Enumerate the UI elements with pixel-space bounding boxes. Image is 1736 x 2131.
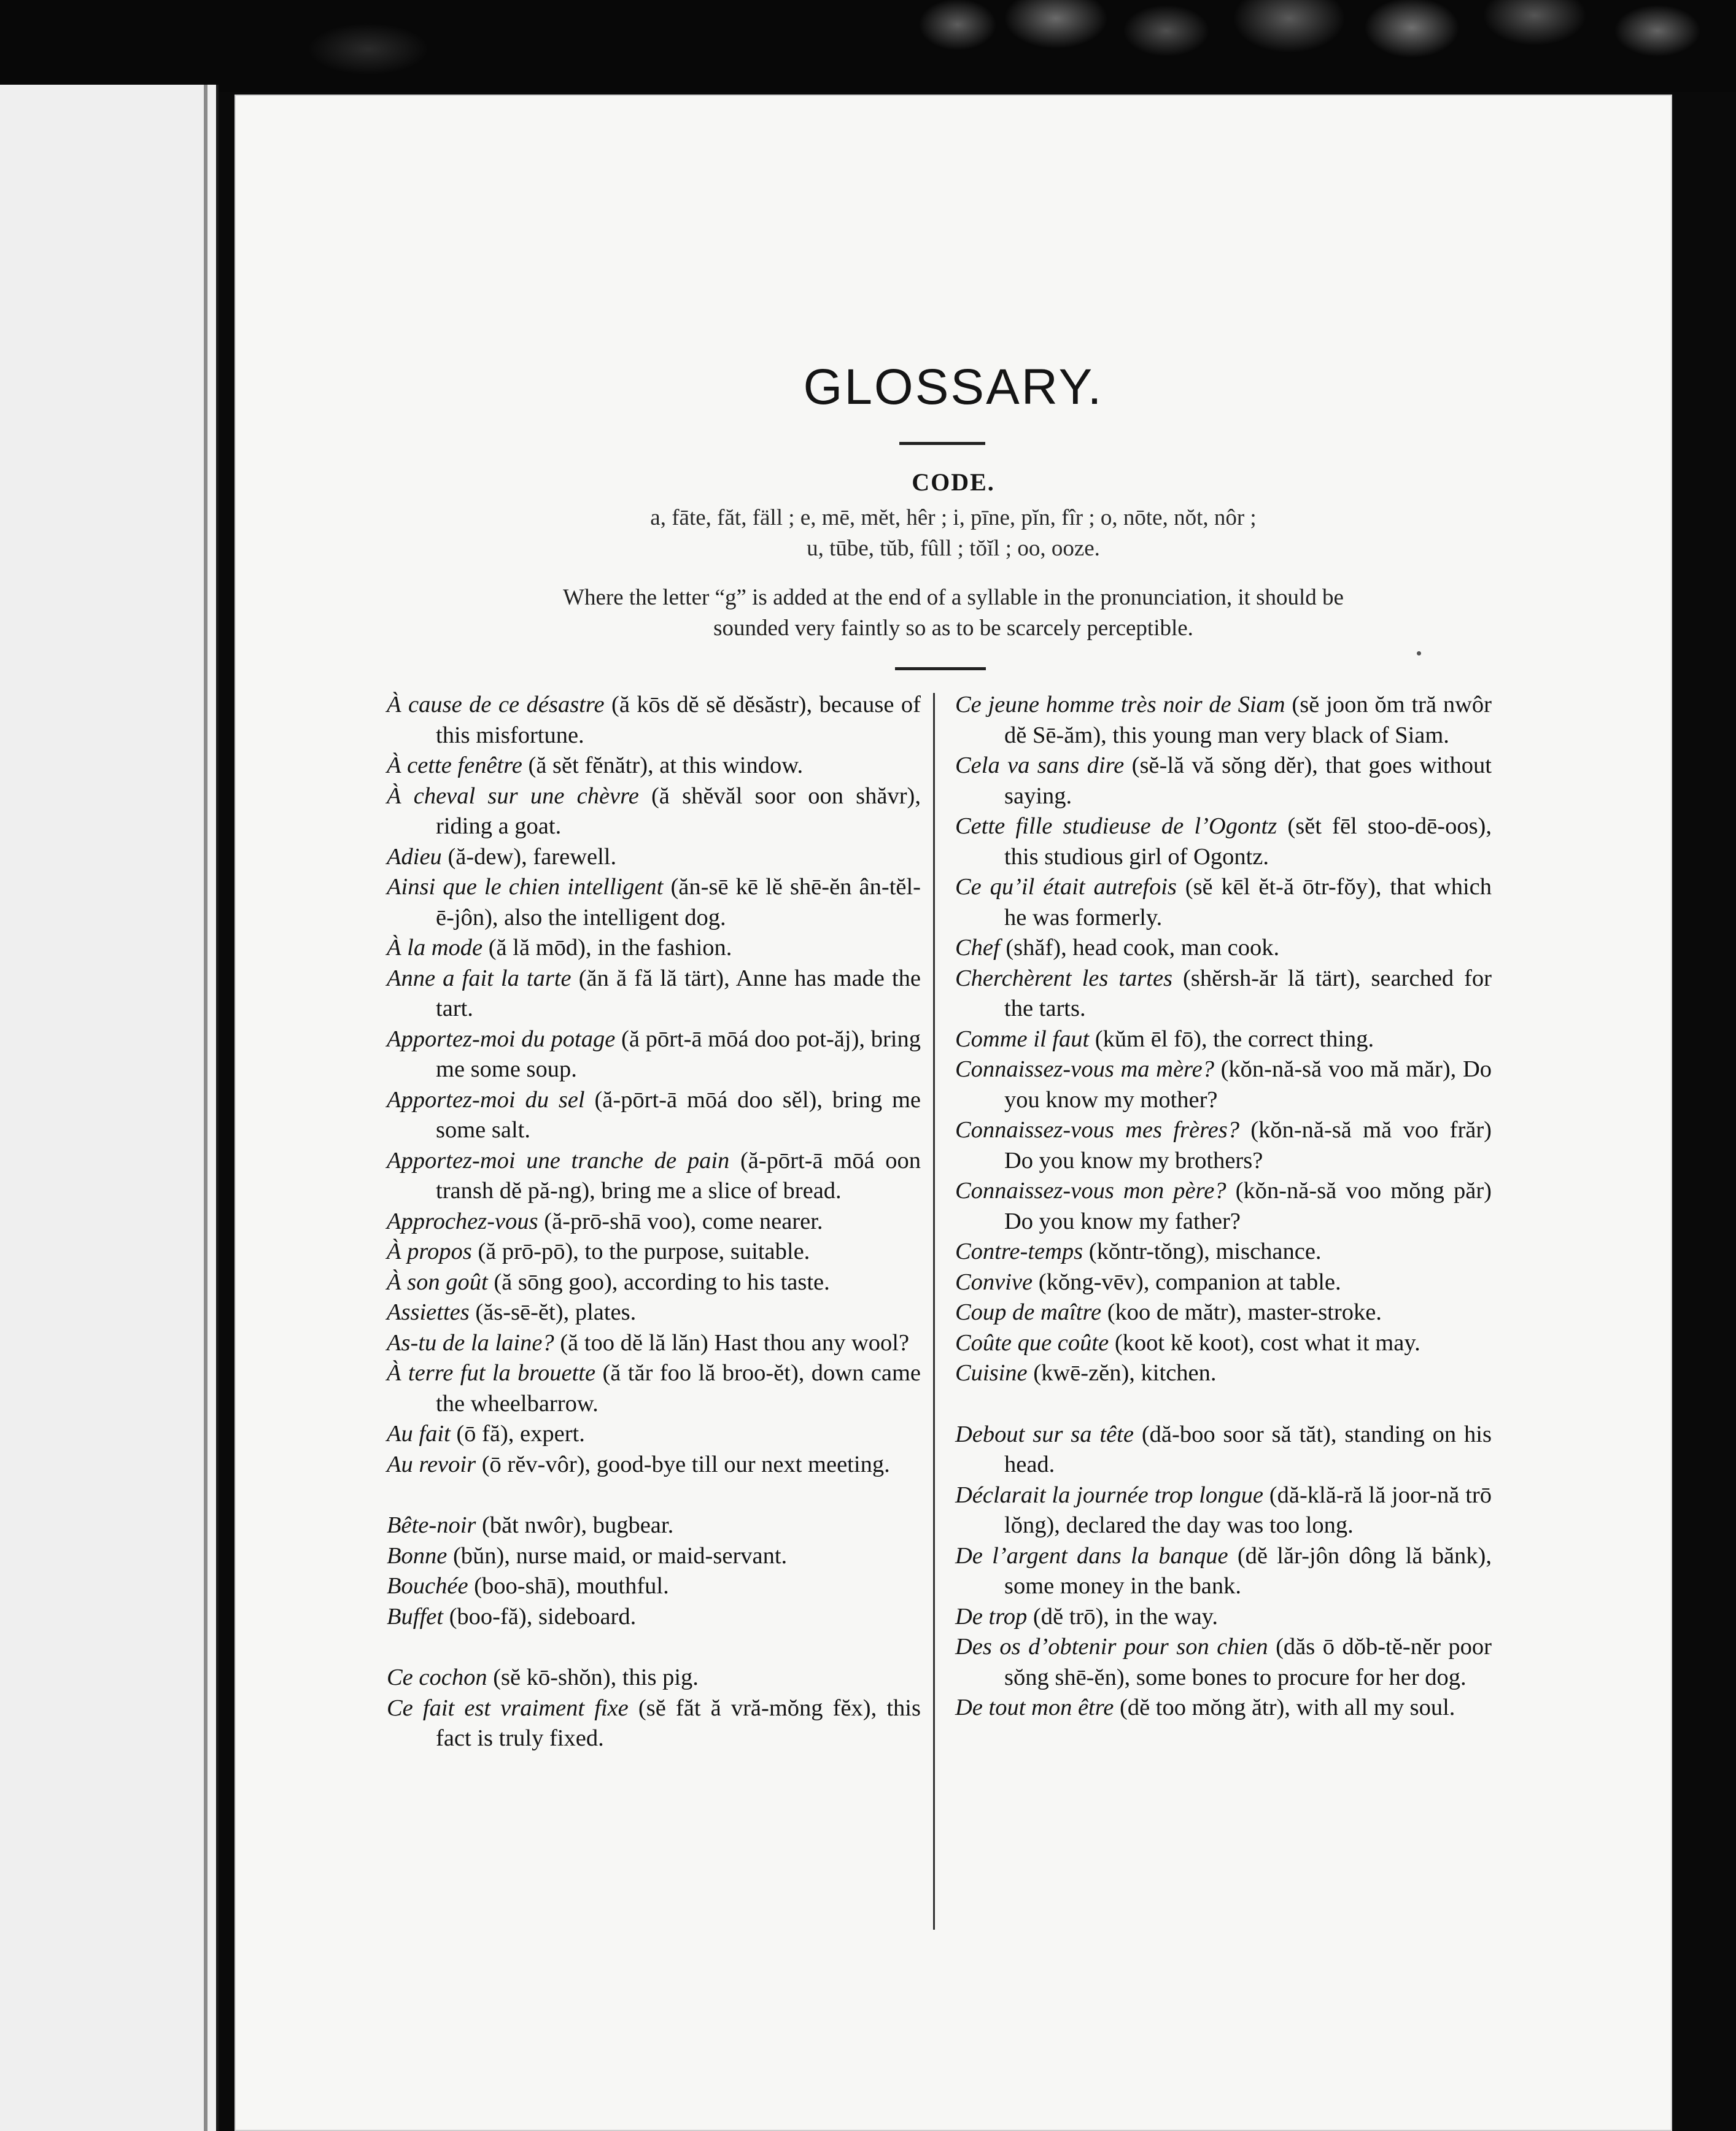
glossary-entry xyxy=(387,1693,921,1754)
entry-term: Au fait xyxy=(387,1421,451,1447)
glossary-entry xyxy=(955,811,1492,872)
glossary-entry xyxy=(955,1693,1492,1723)
glossary-entry xyxy=(387,1602,921,1633)
entry-term: Comme il faut xyxy=(955,1026,1090,1052)
entry-definition: (ă-pōrt-ā mōá oon transh dĕ pă-ng), bring me a slice of bread. xyxy=(436,1147,921,1204)
entry-term: Ce jeune homme très noir de Siam xyxy=(955,692,1285,717)
glossary-entry xyxy=(955,1054,1492,1115)
section-gap xyxy=(387,1632,921,1663)
entry-definition: (băt nwôr), bugbear. xyxy=(476,1512,674,1538)
entry-definition: (boo-fă), sideboard. xyxy=(443,1603,637,1630)
glossary-entry xyxy=(955,1632,1492,1693)
entry-term: De l’argent dans la banque xyxy=(955,1542,1228,1569)
glossary-entry xyxy=(387,781,921,842)
entry-definition: (sĕ kō-shŏn), this pig. xyxy=(487,1665,699,1690)
entry-definition: (dĕ too mŏng ătr), with all my soul. xyxy=(1114,1695,1455,1720)
entry-term: Coûte que coûte xyxy=(955,1329,1109,1356)
entry-term: Connaissez-vous mes frères? xyxy=(955,1117,1239,1143)
entry-term: Convive xyxy=(955,1269,1033,1295)
entry-definition: (sĕ-lă vă sŏng dĕr), that goes without saying. xyxy=(1004,752,1492,809)
entry-definition: (sĕ făt ă vră-mŏng fĕx), this fact is truly fixed. xyxy=(436,1695,921,1751)
entry-definition: (dă-boo soor să tăt), standing on his head. xyxy=(1004,1421,1492,1477)
entry-term: Buffet xyxy=(387,1603,443,1630)
entry-term: Approchez-vous xyxy=(387,1208,538,1234)
code-heading: CODE. xyxy=(912,468,995,496)
entry-term: Debout sur sa tête xyxy=(955,1421,1134,1447)
entry-term: Apportez-moi une tranche de pain xyxy=(387,1147,730,1174)
entry-term: Ce cochon xyxy=(387,1665,487,1690)
entry-term: Bouchée xyxy=(387,1573,468,1599)
entry-term: À terre fut la brouette xyxy=(387,1360,596,1386)
entry-term: À cause de ce désastre xyxy=(387,692,605,717)
entry-term: Des os d’obtenir pour son chien xyxy=(955,1634,1268,1660)
glossary-entry xyxy=(955,1267,1492,1298)
glossary-entry xyxy=(955,1237,1492,1267)
entry-term: Cherchèrent les tartes xyxy=(955,965,1173,991)
glossary-entry xyxy=(387,1146,921,1207)
background-foliage xyxy=(0,0,1736,92)
entry-definition: (koot kĕ koot), cost what it may. xyxy=(1109,1329,1420,1356)
glossary-entry xyxy=(387,1450,921,1480)
glossary-entry xyxy=(955,1176,1492,1237)
entry-definition: (ăn ă fă lă tärt), Anne has made the tart. xyxy=(436,965,921,1021)
entry-definition: (ă shĕvăl soor oon shăvr), riding a goat. xyxy=(436,783,921,839)
code-line-2: u, tūbe, tŭb, fûll ; tŏĭl ; oo, ooze. xyxy=(807,536,1100,561)
glossary-entry xyxy=(387,1541,921,1572)
glossary-entry xyxy=(387,1267,921,1298)
glossary-entry xyxy=(387,872,921,933)
entry-term: Assiettes xyxy=(387,1299,470,1325)
glossary-entry xyxy=(387,1237,921,1267)
entry-definition: (ō rĕv-vôr), good-bye till our next meeting. xyxy=(476,1451,890,1477)
entry-term: Ce qu’il était autrefois xyxy=(955,874,1177,900)
entry-definition: (ă too dĕ lă lăn) Hast thou any wool? xyxy=(554,1329,910,1356)
section-gap xyxy=(955,1389,1492,1420)
entry-term: Connaissez-vous mon père? xyxy=(955,1178,1226,1204)
entry-term: À son goût xyxy=(387,1269,488,1295)
glossary-entry xyxy=(387,1298,921,1328)
glossary-entry xyxy=(387,1358,921,1419)
entry-definition: (ō fă), expert. xyxy=(450,1421,585,1447)
glossary-entry xyxy=(955,1358,1492,1389)
entry-term: Apportez-moi du potage xyxy=(387,1026,616,1052)
entry-definition: (ă lă mōd), in the fashion. xyxy=(482,935,732,961)
entry-term: À cette fenêtre xyxy=(387,752,522,778)
column-divider xyxy=(933,693,935,1930)
entry-term: Connaissez-vous ma mère? xyxy=(955,1056,1214,1082)
entry-term: Ce fait est vraiment fixe xyxy=(387,1695,629,1721)
entry-definition: (bŭn), nurse maid, or maid-servant. xyxy=(447,1542,788,1569)
entry-definition: (ă-pōrt-ā mōá doo sĕl), bring me some salt. xyxy=(436,1086,921,1143)
entry-definition: (kŭm ēl fō), the correct thing. xyxy=(1089,1026,1374,1052)
entry-definition: (kŏn-nă-să voo mă măr), Do you know my mother? xyxy=(1004,1056,1492,1113)
glossary-entry xyxy=(955,690,1492,751)
entry-definition: (boo-shā), mouthful. xyxy=(468,1573,669,1599)
glossary-column-left xyxy=(387,690,921,1754)
entry-definition: (ă sōng goo), according to his taste. xyxy=(487,1269,830,1295)
glossary-entry xyxy=(955,751,1492,811)
pronunciation-note-1: Where the letter “g” is added at the end of a syllable in the pronunciation, it should be xyxy=(563,585,1344,610)
entry-definition: (dĕ trō), in the way. xyxy=(1027,1603,1219,1630)
entry-term: Contre-temps xyxy=(955,1239,1083,1264)
entry-definition: (kwē-zĕn), kitchen. xyxy=(1027,1360,1217,1386)
glossary-entry xyxy=(387,933,921,964)
entry-definition: (ă sĕt fĕnătr), at this window. xyxy=(522,752,804,778)
entry-definition: (ăs-sē-ĕt), plates. xyxy=(469,1299,637,1325)
glossary-entry xyxy=(387,964,921,1024)
section-gap xyxy=(387,1480,921,1510)
glossary-entry xyxy=(955,872,1492,933)
glossary-entry xyxy=(955,1024,1492,1055)
entry-term: Bonne xyxy=(387,1542,448,1569)
glossary-entry xyxy=(387,690,921,751)
entry-definition: (ă-dew), farewell. xyxy=(441,843,617,870)
glossary-entry xyxy=(387,1510,921,1541)
page-title: GLOSSARY. xyxy=(803,359,1104,415)
entry-definition: (ă pōrt-ā mōá doo pot-ăj), bring me some soup. xyxy=(436,1026,921,1082)
entry-definition: (dă-klă-ră lă joor-nă trō lŏng), declared the day was too long. xyxy=(1004,1482,1492,1538)
entry-definition: (ă tăr foo lă broo-ĕt), down came the wheelbarrow. xyxy=(436,1360,921,1417)
entry-term: Déclarait la journée trop longue xyxy=(955,1482,1263,1508)
glossary-entry xyxy=(955,964,1492,1024)
entry-definition: (kŏn-nă-să mă voo frăr) Do you know my brothers? xyxy=(1004,1117,1492,1174)
entry-term: À cheval sur une chèvre xyxy=(387,783,639,809)
glossary-entry xyxy=(955,1420,1492,1480)
entry-term: De tout mon être xyxy=(955,1695,1114,1720)
glossary-entry xyxy=(955,1541,1492,1602)
entry-definition: (kŏn-nă-să voo mŏng păr) Do you know my father? xyxy=(1004,1178,1492,1234)
entry-term: Cela va sans dire xyxy=(955,752,1125,778)
entry-term: Coup de maître xyxy=(955,1299,1102,1325)
glossary-entry xyxy=(387,1419,921,1450)
glossary-entry xyxy=(387,842,921,873)
entry-term: Ainsi que le chien intelligent xyxy=(387,874,664,900)
entry-definition: (shĕrsh-ăr lă tärt), searched for the tarts. xyxy=(1004,965,1492,1021)
glossary-entry xyxy=(955,1328,1492,1359)
entry-definition: (shăf), head cook, man cook. xyxy=(999,935,1280,961)
glossary-entry xyxy=(387,1663,921,1693)
print-speck xyxy=(1417,651,1421,656)
glossary-column-right xyxy=(955,690,1492,1723)
glossary-entry xyxy=(955,1115,1492,1176)
pronunciation-note-2: sounded very faintly so as to be scarcely perceptible. xyxy=(713,616,1193,641)
code-rule xyxy=(895,667,986,670)
entry-definition: (ăn-sē kē lĕ shē-ĕn ân-tĕl-ē-jôn), also the intelligent dog. xyxy=(436,874,921,930)
entry-definition: (sĕt fēl stoo-dē-oos), this studious girl of Ogontz. xyxy=(1004,813,1492,870)
glossary-entry xyxy=(387,1024,921,1085)
entry-definition: (kŏntr-tŏng), mischance. xyxy=(1083,1239,1322,1264)
glossary-entry xyxy=(387,1571,921,1602)
glossary-entry xyxy=(955,1602,1492,1633)
entry-definition: (kŏng-vēv), companion at table. xyxy=(1033,1269,1341,1295)
glossary-entry xyxy=(955,933,1492,964)
entry-term: À la mode xyxy=(387,935,483,961)
entry-term: À propos xyxy=(387,1239,472,1264)
entry-definition: (ă-prō-shā voo), come nearer. xyxy=(538,1208,823,1234)
entry-term: Anne a fait la tarte xyxy=(387,965,572,991)
entry-definition: (dĕ lăr-jôn dông lă bănk), some money in the bank. xyxy=(1004,1542,1492,1599)
entry-definition: (sĕ joon ŏm tră nwôr dĕ Sē-ăm), this young man very black of Siam. xyxy=(1004,692,1492,748)
glossary-entry xyxy=(387,1085,921,1146)
glossary-entry xyxy=(955,1480,1492,1541)
entry-term: Chef xyxy=(955,935,1000,961)
glossary-entry xyxy=(387,1328,921,1359)
entry-term: Bête-noir xyxy=(387,1512,476,1538)
left-page-edge xyxy=(0,85,219,2131)
glossary-page xyxy=(234,95,1672,2131)
entry-definition: (koo de mătr), master-stroke. xyxy=(1101,1299,1382,1325)
entry-definition: (ă prō-pō), to the purpose, suitable. xyxy=(471,1239,810,1264)
entry-term: Cette fille studieuse de l’Ogontz xyxy=(955,813,1277,839)
entry-term: As-tu de la laine? xyxy=(387,1329,554,1356)
title-rule xyxy=(899,442,985,445)
glossary-entry xyxy=(387,1207,921,1237)
code-line-1: a, fāte, făt, fäll ; e, mē, mĕt, hêr ; i, pīne, pĭn, fîr ; o, nōte, nŏt, nôr ; xyxy=(650,505,1257,530)
entry-term: Au revoir xyxy=(387,1451,476,1477)
glossary-entry xyxy=(387,751,921,781)
entry-definition: (sĕ kēl ĕt-ă ōtr-fŏy), that which he was formerly. xyxy=(1004,874,1492,930)
entry-term: Apportez-moi du sel xyxy=(387,1086,585,1113)
glossary-entry xyxy=(955,1298,1492,1328)
entry-term: Cuisine xyxy=(955,1360,1028,1386)
entry-term: Adieu xyxy=(387,843,442,870)
entry-definition: (dăs ō dŏb-tĕ-nĕr poor sŏng shē-ĕn), some bones to procure for her dog. xyxy=(1004,1634,1492,1690)
entry-term: De trop xyxy=(955,1603,1028,1630)
entry-definition: (ă kōs dĕ sĕ dĕsăstr), because of this misfortune. xyxy=(436,692,921,748)
